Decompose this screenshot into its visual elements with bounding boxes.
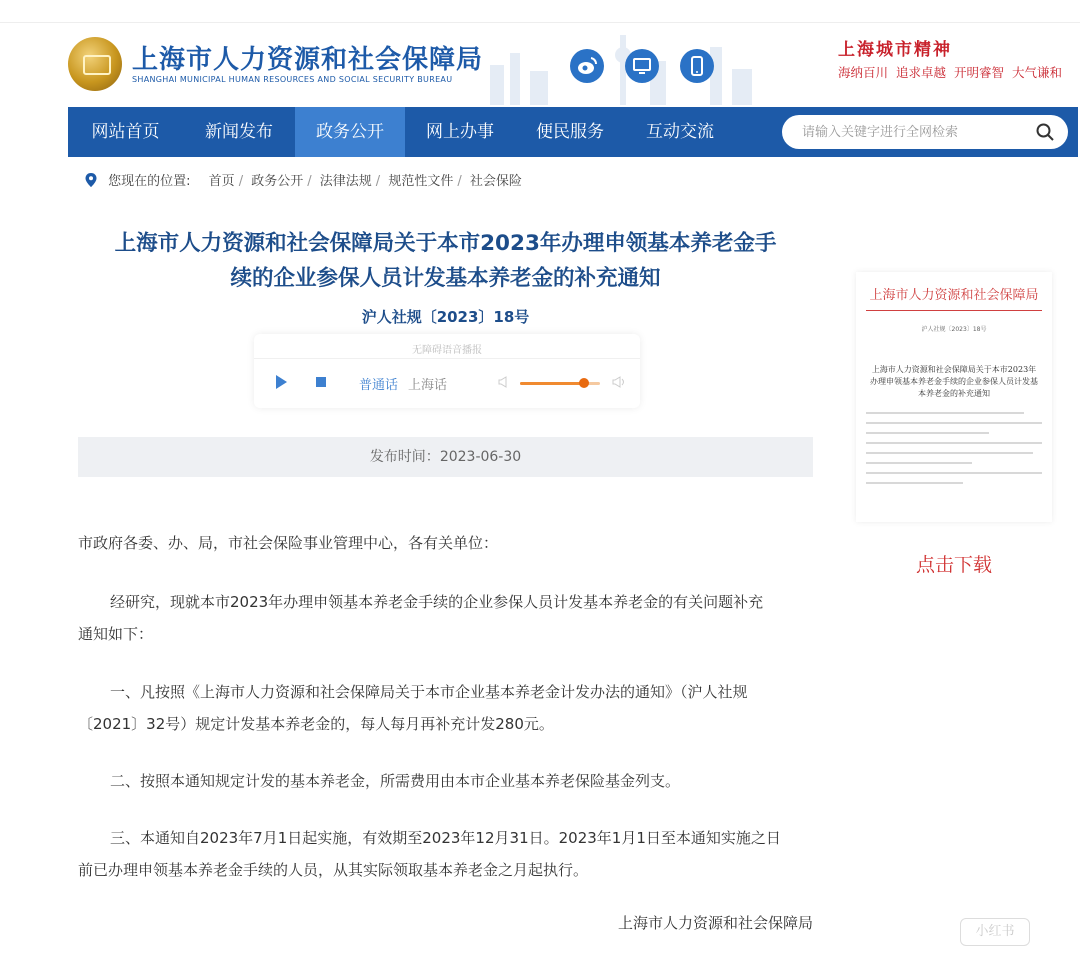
paragraph-text: 〔2021〕32号）规定计发基本养老金的，每人每月再补充计发280元。 <box>78 715 554 733</box>
volume-fill <box>520 382 584 385</box>
volume-handle[interactable] <box>579 378 589 388</box>
paragraph-text: 一、凡按照《上海市人力资源和社会保障局关于本市企业基本养老金计发办法的通知》（沪人社规 <box>110 683 748 701</box>
breadcrumb-item-home[interactable]: 首页 <box>208 174 235 189</box>
breadcrumb-separator: / <box>307 174 312 189</box>
search-box <box>782 115 1068 149</box>
nav-item-interaction[interactable]: 互动交流 <box>646 122 714 142</box>
paragraph-text: 经研究，现就本市2023年办理申领基本养老金手续的企业参保人员计发基本养老金的有关问题补充 <box>110 593 764 611</box>
preview-red-rule <box>866 310 1042 311</box>
main-nav <box>68 107 1078 157</box>
nav-item-public-service[interactable]: 便民服务 <box>536 122 604 142</box>
breadcrumb-separator: / <box>457 174 462 189</box>
nav-item-news[interactable]: 新闻发布 <box>205 122 273 142</box>
player-tip: 无障碍语音播报 <box>412 345 482 356</box>
shanghainese-option[interactable]: 上海话 <box>408 378 448 393</box>
nav-item-home[interactable]: 网站首页 <box>91 122 160 142</box>
volume-low-icon[interactable] <box>498 376 507 388</box>
breadcrumb-label: 您现在的位置: <box>108 174 191 189</box>
stop-icon[interactable] <box>316 377 326 387</box>
publish-info-bar <box>78 437 813 477</box>
spirit-word: 追求卓越 <box>896 65 947 80</box>
breadcrumb-item-gov-affairs[interactable]: 政务公开 <box>251 174 304 189</box>
preview-doc-number: 沪人社规〔2023〕18号 <box>921 326 987 333</box>
download-link[interactable]: 点击下载 <box>915 554 992 576</box>
weibo-icon[interactable] <box>570 49 604 83</box>
volume-high-icon[interactable] <box>612 376 626 388</box>
search-input[interactable] <box>802 115 1022 149</box>
nav-item-gov-affairs[interactable]: 政务公开 <box>295 107 405 157</box>
spirit-word: 海纳百川 <box>838 65 889 80</box>
signature: 上海市人力资源和社会保障局 <box>617 914 813 932</box>
volume-slider[interactable] <box>520 382 600 385</box>
bureau-emblem-logo[interactable] <box>68 37 122 91</box>
play-icon[interactable] <box>276 375 287 389</box>
spirit-word: 开明睿智 <box>954 65 1005 80</box>
search-icon[interactable] <box>1036 123 1054 141</box>
breadcrumb-separator: / <box>375 174 381 189</box>
paragraph-text: 三、本通知自2023年7月1日起实施，有效期至2023年12月31日。2023年1月1日至本通知实施之日 <box>110 829 781 847</box>
document-number: 沪人社规〔2023〕18号 <box>361 308 530 326</box>
paragraph-text: 前已办理申领基本养老金手续的人员，从其实际领取基本养老金之月起执行。 <box>78 861 589 879</box>
breadcrumb-separator: / <box>238 174 244 189</box>
salutation: 市政府各委、办、局，市社会保险事业管理中心，各有关单位： <box>78 534 499 552</box>
player-divider <box>254 358 640 359</box>
paragraph-text: 通知如下： <box>78 625 154 643</box>
breadcrumb-item-normative-docs[interactable]: 规范性文件 <box>388 174 454 189</box>
preview-body-lines <box>866 412 1042 492</box>
document-preview[interactable] <box>856 272 1052 522</box>
site-subtitle: SHANGHAI MUNICIPAL HUMAN RESOURCES AND SOCIAL SECURITY BUREAU <box>132 75 453 84</box>
watermark: 小红书 <box>960 918 1030 946</box>
publish-label: 发布时间： <box>369 449 440 465</box>
preview-header: 上海市人力资源和社会保障局 <box>869 288 1039 303</box>
spirit-word: 大气谦和 <box>1012 65 1063 80</box>
location-pin-icon <box>84 173 98 187</box>
site-title[interactable]: 上海市人力资源和社会保障局 <box>132 45 484 75</box>
desktop-icon[interactable] <box>625 49 659 83</box>
city-spirit-words <box>838 63 1070 81</box>
breadcrumb-item-laws[interactable]: 法律法规 <box>319 174 372 189</box>
mandarin-option[interactable]: 普通话 <box>359 378 399 393</box>
breadcrumb <box>84 170 522 190</box>
publish-date: 2023-06-30 <box>439 449 522 465</box>
mobile-icon[interactable] <box>680 49 714 83</box>
breadcrumb-item-social-insurance[interactable]: 社会保险 <box>469 174 522 189</box>
preview-title: 上海市人力资源和社会保障局关于本市2023年办理申领基本养老金手续的企业参保人员计发基本养老金的补充通知 <box>870 365 1038 398</box>
site-header <box>0 22 1080 107</box>
article-title-line: 续的企业参保人员计发基本养老金的补充通知 <box>230 266 661 291</box>
paragraph-text: 二、按照本通知规定计发的基本养老金，所需费用由本市企业基本养老保险基金列支。 <box>110 772 681 790</box>
nav-item-online-service[interactable]: 网上办事 <box>426 122 494 142</box>
article-title-line: 上海市人力资源和社会保障局关于本市2023年办理申领基本养老金手 <box>114 231 777 256</box>
audio-player <box>254 334 640 408</box>
city-spirit-title: 上海城市精神 <box>838 40 952 60</box>
article-title <box>78 226 813 296</box>
